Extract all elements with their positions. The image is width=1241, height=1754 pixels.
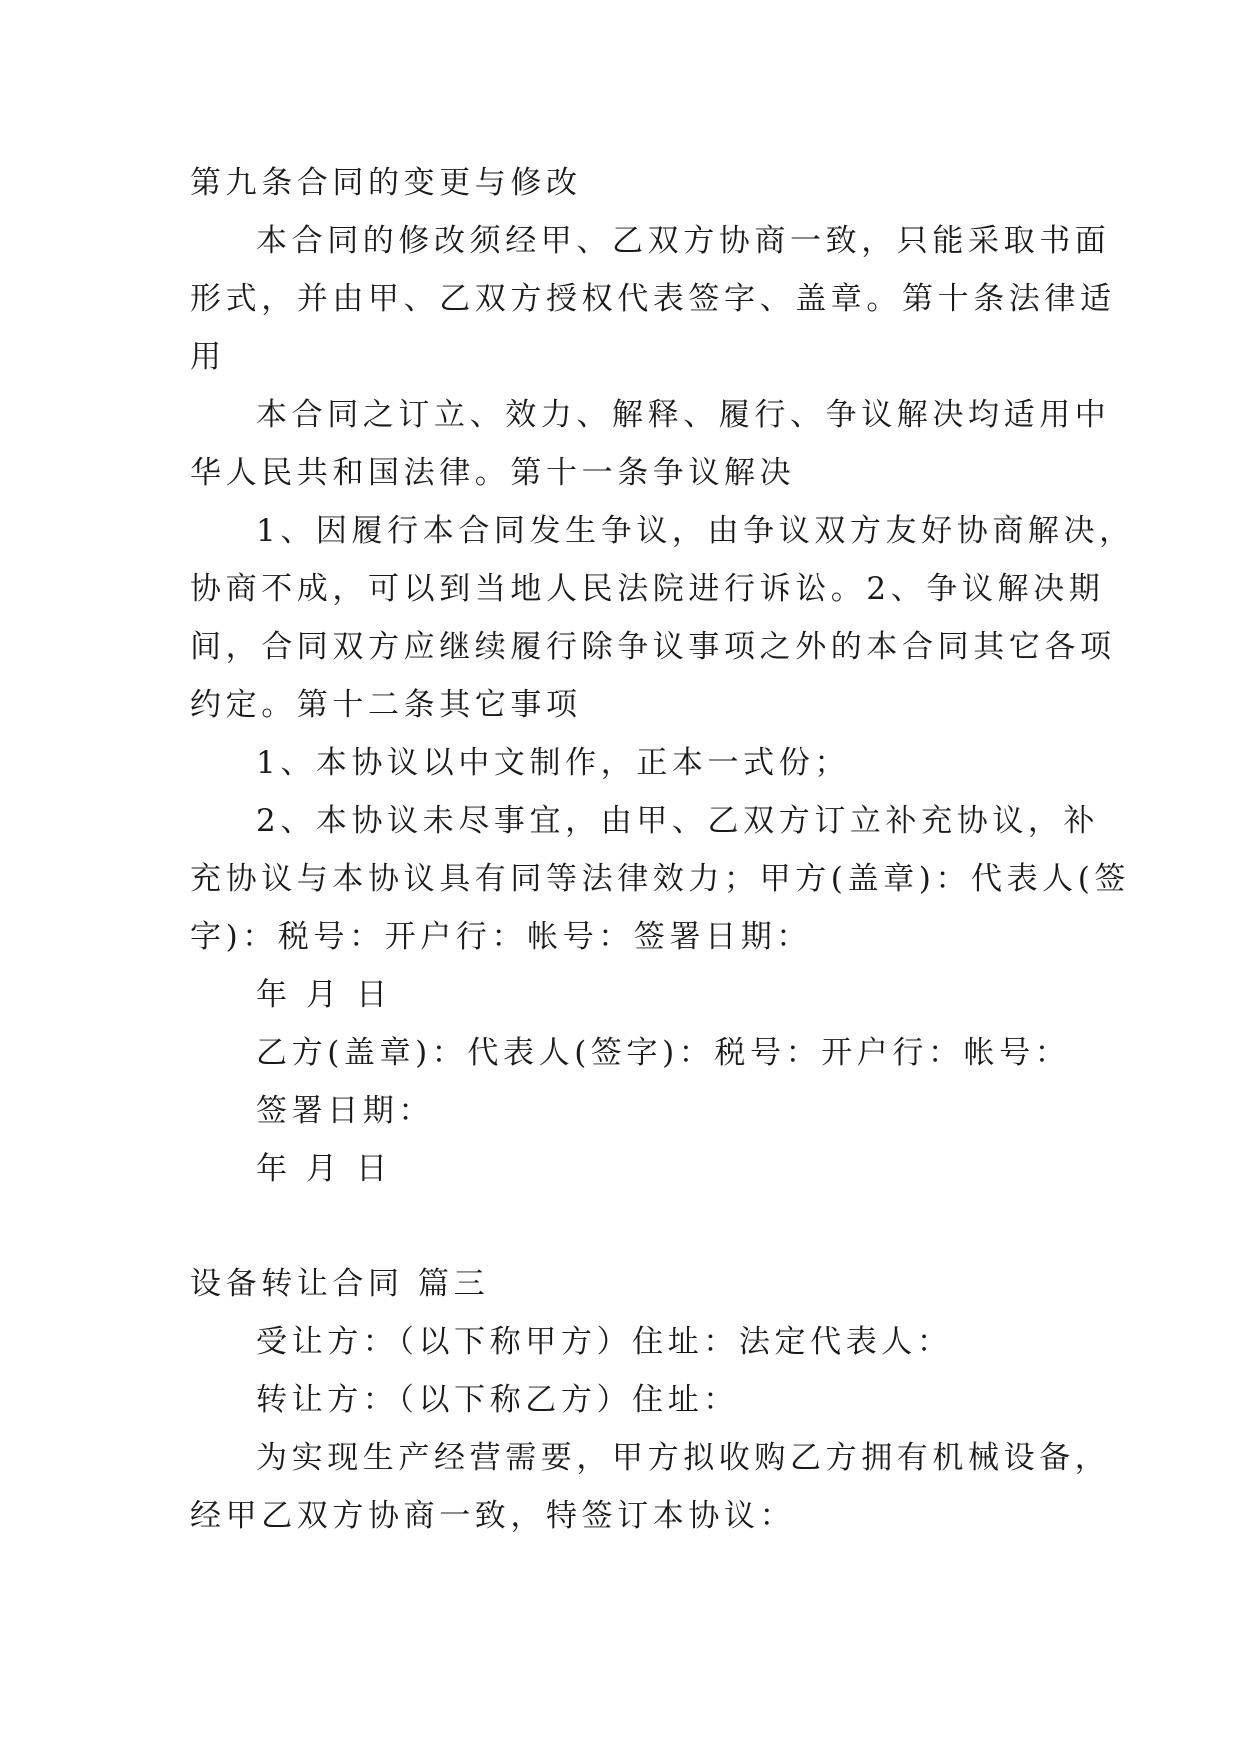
paragraph-line: 协商不成，可以到当地人民法院进行诉讼。2、争议解决期 <box>190 571 1105 607</box>
paragraph-line: 签署日期： <box>256 1093 434 1129</box>
paragraph-line: 用 <box>190 339 226 375</box>
section-heading: 设备转让合同 篇三 <box>190 1266 490 1302</box>
date-line: 年 月 日 <box>256 977 392 1013</box>
paragraph-line: 为实现生产经营需要，甲方拟收购乙方拥有机械设备， <box>256 1440 1111 1476</box>
paragraph-line: 转让方：（以下称乙方）住址： <box>256 1382 739 1418</box>
paragraph-line: 本合同之订立、效力、解释、履行、争议解决均适用中 <box>256 397 1111 433</box>
paragraph-line: 间，合同双方应继续履行除争议事项之外的本合同其它各项 <box>190 629 1116 665</box>
paragraph-line: 受让方：（以下称甲方）住址：法定代表人： <box>256 1324 953 1360</box>
paragraph-line: 乙方(盖章)：代表人(签字)：税号：开户行：帐号： <box>256 1035 1071 1071</box>
paragraph-line: 形式，并由甲、乙双方授权代表签字、盖章。第十条法律适 <box>190 281 1116 317</box>
paragraph-line: 华人民共和国法律。第十一条争议解决 <box>190 455 796 491</box>
paragraph-line: 1、因履行本合同发生争议，由争议双方友好协商解决， <box>256 513 1135 549</box>
paragraph-line: 本合同的修改须经甲、乙双方协商一致，只能采取书面 <box>256 223 1111 259</box>
paragraph-line: 约定。第十二条其它事项 <box>190 687 582 723</box>
heading-article-9: 第九条合同的变更与修改 <box>190 165 582 201</box>
date-line: 年 月 日 <box>256 1151 392 1187</box>
paragraph-line: 经甲乙双方协商一致，特签订本协议： <box>190 1498 796 1534</box>
paragraph-line: 字)：税号：开户行：帐号：签署日期： <box>190 919 812 955</box>
paragraph-line: 1、本协议以中文制作，正本一式份； <box>256 745 850 781</box>
paragraph-line: 2、本协议未尽事宜，由甲、乙双方订立补充协议，补 <box>256 803 1100 839</box>
paragraph-line: 充协议与本协议具有同等法律效力；甲方(盖章)：代表人(签 <box>190 861 1131 897</box>
